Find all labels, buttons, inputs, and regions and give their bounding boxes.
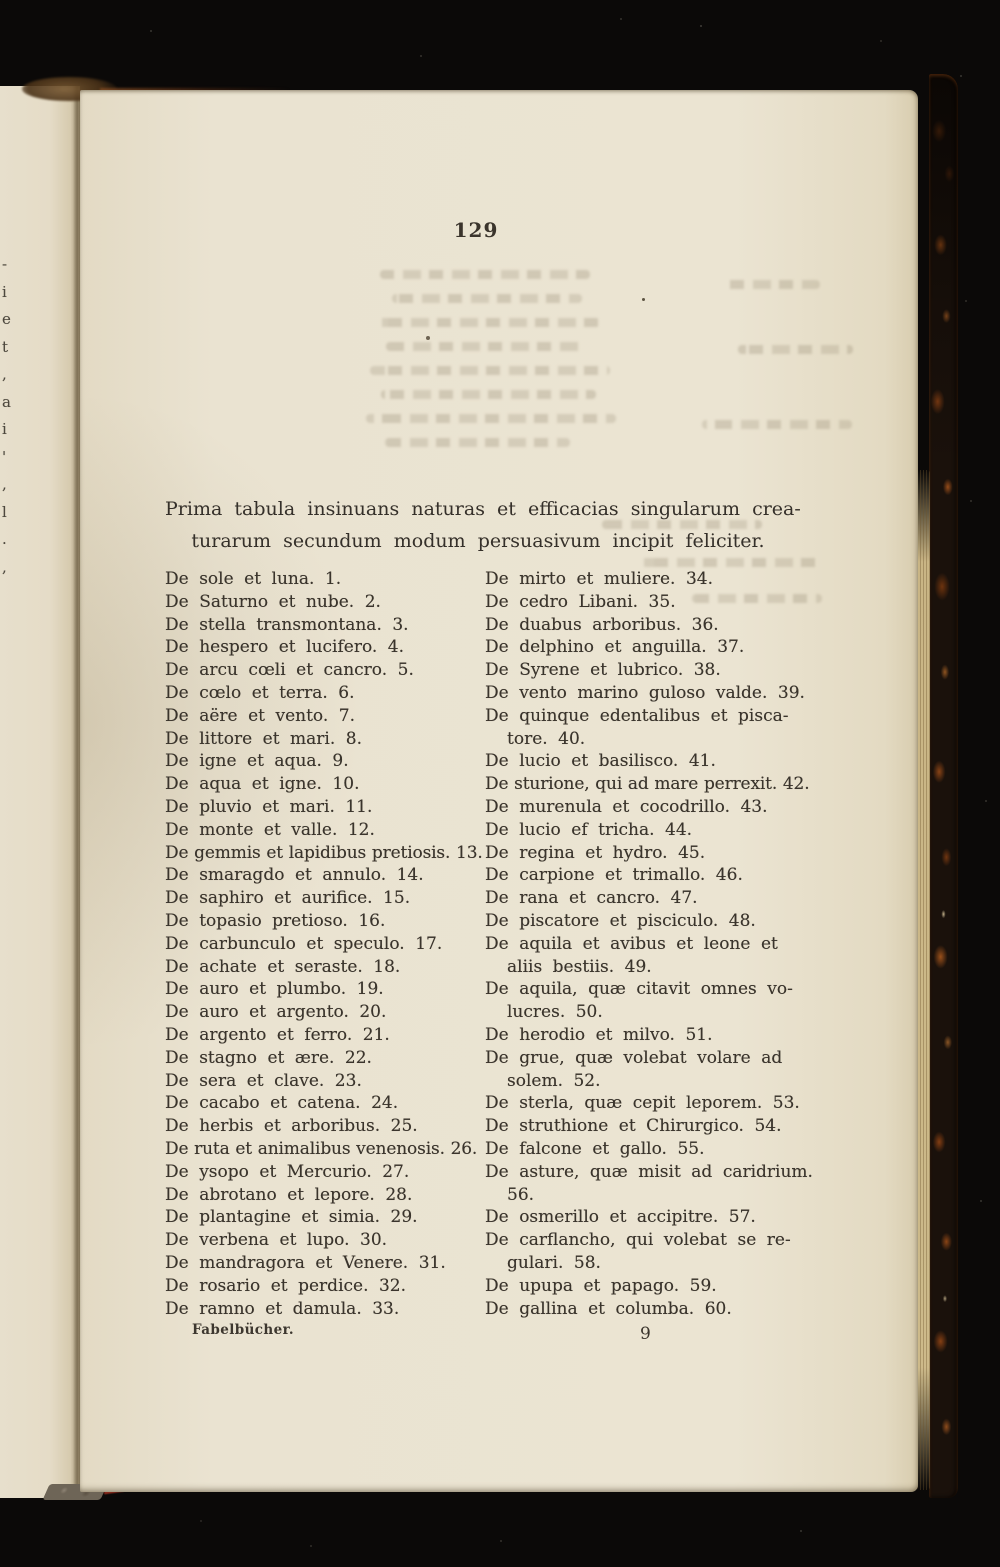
toc-entry: De verbena et lupo. 30. (165, 1230, 388, 1251)
showthrough-line (702, 420, 852, 429)
book-page (80, 90, 918, 1492)
text-fragment: ' (2, 447, 7, 466)
text-fragment: - (2, 255, 8, 273)
toc-entry: De cacabo et catena. 24. (165, 1093, 399, 1114)
toc-entry: De lucio et basilisco. 41. (485, 751, 716, 772)
toc-entry: De piscatore et pisciculo. 48. (485, 910, 756, 931)
showthrough-line (725, 280, 820, 289)
toc-entry: De osmerillo et accipitre. 57. (485, 1207, 756, 1228)
toc-entry: De sturione, qui ad mare perrexit. 42. (485, 774, 810, 795)
text-fragment: i (2, 282, 7, 301)
toc-entry: De murenula et cocodrillo. 43. (485, 796, 768, 817)
toc-entry: De gemmis et lapidibus pretiosis. 13. (165, 842, 483, 863)
toc-entry: gulari. 58. (507, 1252, 601, 1273)
toc-entry: De cedro Libani. 35. (485, 591, 676, 612)
heading-line-1: Prima tabula insinuans naturas et efficacias singularum crea- (165, 498, 801, 520)
toc-entry: De Saturno et nube. 2. (165, 591, 381, 612)
toc-entry: De arcu cœli et cancro. 5. (165, 660, 414, 681)
toc-entry: De vento marino guloso valde. 39. (485, 682, 805, 703)
showthrough-line (370, 366, 610, 375)
toc-entry: De gallina et columba. 60. (485, 1298, 732, 1319)
toc-entry: De cœlo et terra. 6. (165, 682, 355, 703)
toc-entry: De mirto et muliere. 34. (485, 569, 713, 589)
toc-entry: De hespero et lucifero. 4. (165, 637, 405, 658)
toc-entry: De carbunculo et speculo. 17. (165, 933, 443, 954)
toc-entry: De sole et luna. 1. (165, 569, 342, 589)
dust-specks (150, 30, 152, 32)
toc-entry: De ruta et animalibus venenosis. 26. (165, 1138, 478, 1159)
toc-entry: De achate et seraste. 18. (165, 956, 401, 977)
toc-entry: De delphino et anguilla. 37. (485, 637, 745, 658)
toc-entry: De stagno et ære. 22. (165, 1047, 372, 1068)
showthrough-line (381, 390, 596, 399)
toc-entry: De quinque edentalibus et pisca- (485, 705, 789, 726)
showthrough-line (392, 294, 582, 303)
toc-entry: De ysopo et Mercurio. 27. (165, 1161, 410, 1182)
toc-entry: De sterla, quæ cepit leporem. 53. (485, 1093, 800, 1114)
toc-entry: De auro et argento. 20. (165, 1002, 387, 1023)
toc-entry: De Syrene et lubrico. 38. (485, 660, 721, 681)
toc-entry: De aëre et vento. 7. (165, 705, 355, 726)
heading-line-2: turarum secundum modum persuasivum incipit feliciter. (191, 529, 765, 552)
toc-entry: De mandragora et Venere. 31. (165, 1252, 446, 1273)
footer-signature-number: 9 (640, 1324, 651, 1344)
toc-entry: De igne et aqua. 9. (165, 751, 349, 772)
toc-entry: De plantagine et simia. 29. (165, 1207, 418, 1228)
toc-column-left (165, 568, 495, 1320)
text-fragment: l (2, 502, 7, 521)
toc-entry: De topasio pretioso. 16. (165, 910, 386, 931)
toc-entry: solem. 52. (507, 1070, 601, 1091)
text-fragment: e (2, 310, 11, 328)
toc-entry: De smaragdo et annulo. 14. (165, 865, 424, 886)
toc-entry: aliis bestiis. 49. (507, 956, 652, 977)
toc-column-right (485, 568, 825, 1320)
toc-entry: De saphiro et aurifice. 15. (165, 888, 411, 909)
toc-entry: De carflancho, qui volebat se re- (485, 1230, 791, 1251)
text-fragment: , (2, 475, 7, 493)
showthrough-line (375, 318, 600, 327)
page-block-fore-edge (917, 470, 930, 1490)
toc-entry: De stella transmontana. 3. (165, 614, 409, 635)
text-fragment: a (2, 392, 11, 411)
text-fragment: i (2, 420, 7, 438)
footer-signature-title: Fabelbücher. (192, 1322, 295, 1338)
toc-entry: 56. (507, 1184, 535, 1205)
toc-entry: De monte et valle. 12. (165, 819, 375, 840)
showthrough-line (385, 438, 570, 447)
showthrough-line (366, 414, 616, 423)
text-fragment: t (2, 337, 9, 356)
facing-page-sliver (0, 86, 80, 1498)
table-heading (165, 494, 801, 557)
toc-entry: De argento et ferro. 21. (165, 1024, 390, 1045)
toc-entry: De rana et cancro. 47. (485, 888, 698, 909)
toc-entry: De struthione et Chirurgico. 54. (485, 1116, 782, 1137)
toc-entry: tore. 40. (507, 728, 586, 749)
toc-entry: De abrotano et lepore. 28. (165, 1184, 413, 1205)
text-fragment: , (2, 557, 7, 576)
fly-speck (642, 298, 645, 301)
toc-entry: De regina et hydro. 45. (485, 842, 706, 863)
toc-entry: De herodio et milvo. 51. (485, 1024, 713, 1045)
toc-entry: De carpione et trimallo. 46. (485, 865, 743, 886)
toc-entry: De aquila et avibus et leone et (485, 933, 778, 954)
showthrough-line (386, 342, 586, 351)
toc-entry: De pluvio et mari. 11. (165, 796, 373, 817)
toc-entry: De aquila, quæ citavit omnes vo- (485, 979, 793, 1000)
page-number: 129 (453, 218, 499, 242)
toc-entry: De ramno et damula. 33. (165, 1298, 400, 1319)
facing-page-text-fragments (2, 251, 18, 581)
toc-entry: De falcone et gallo. 55. (485, 1138, 705, 1159)
toc-entry: De duabus arboribus. 36. (485, 614, 719, 635)
text-fragment: , (2, 365, 7, 383)
toc-entry: De herbis et arboribus. 25. (165, 1116, 418, 1137)
toc-entry: De asture, quæ misit ad caridrium. (485, 1161, 813, 1182)
toc-entry: lucres. 50. (507, 1002, 603, 1023)
toc-entry: De lucio ef tricha. 44. (485, 819, 693, 840)
toc-entry: De auro et plumbo. 19. (165, 979, 384, 1000)
toc-entry: De upupa et papago. 59. (485, 1275, 717, 1296)
showthrough-line (738, 345, 853, 354)
toc-entry: De grue, quæ volebat volare ad (485, 1047, 783, 1068)
showthrough-line (642, 558, 822, 567)
showthrough-line (380, 270, 590, 279)
toc-entry: De aqua et igne. 10. (165, 774, 360, 795)
toc-entry: De sera et clave. 23. (165, 1070, 362, 1091)
text-fragment: . (2, 530, 7, 548)
fly-speck (426, 336, 430, 340)
toc-entry: De littore et mari. 8. (165, 728, 362, 749)
toc-entry: De rosario et perdice. 32. (165, 1275, 407, 1296)
marbled-cover-edge (929, 74, 958, 1498)
